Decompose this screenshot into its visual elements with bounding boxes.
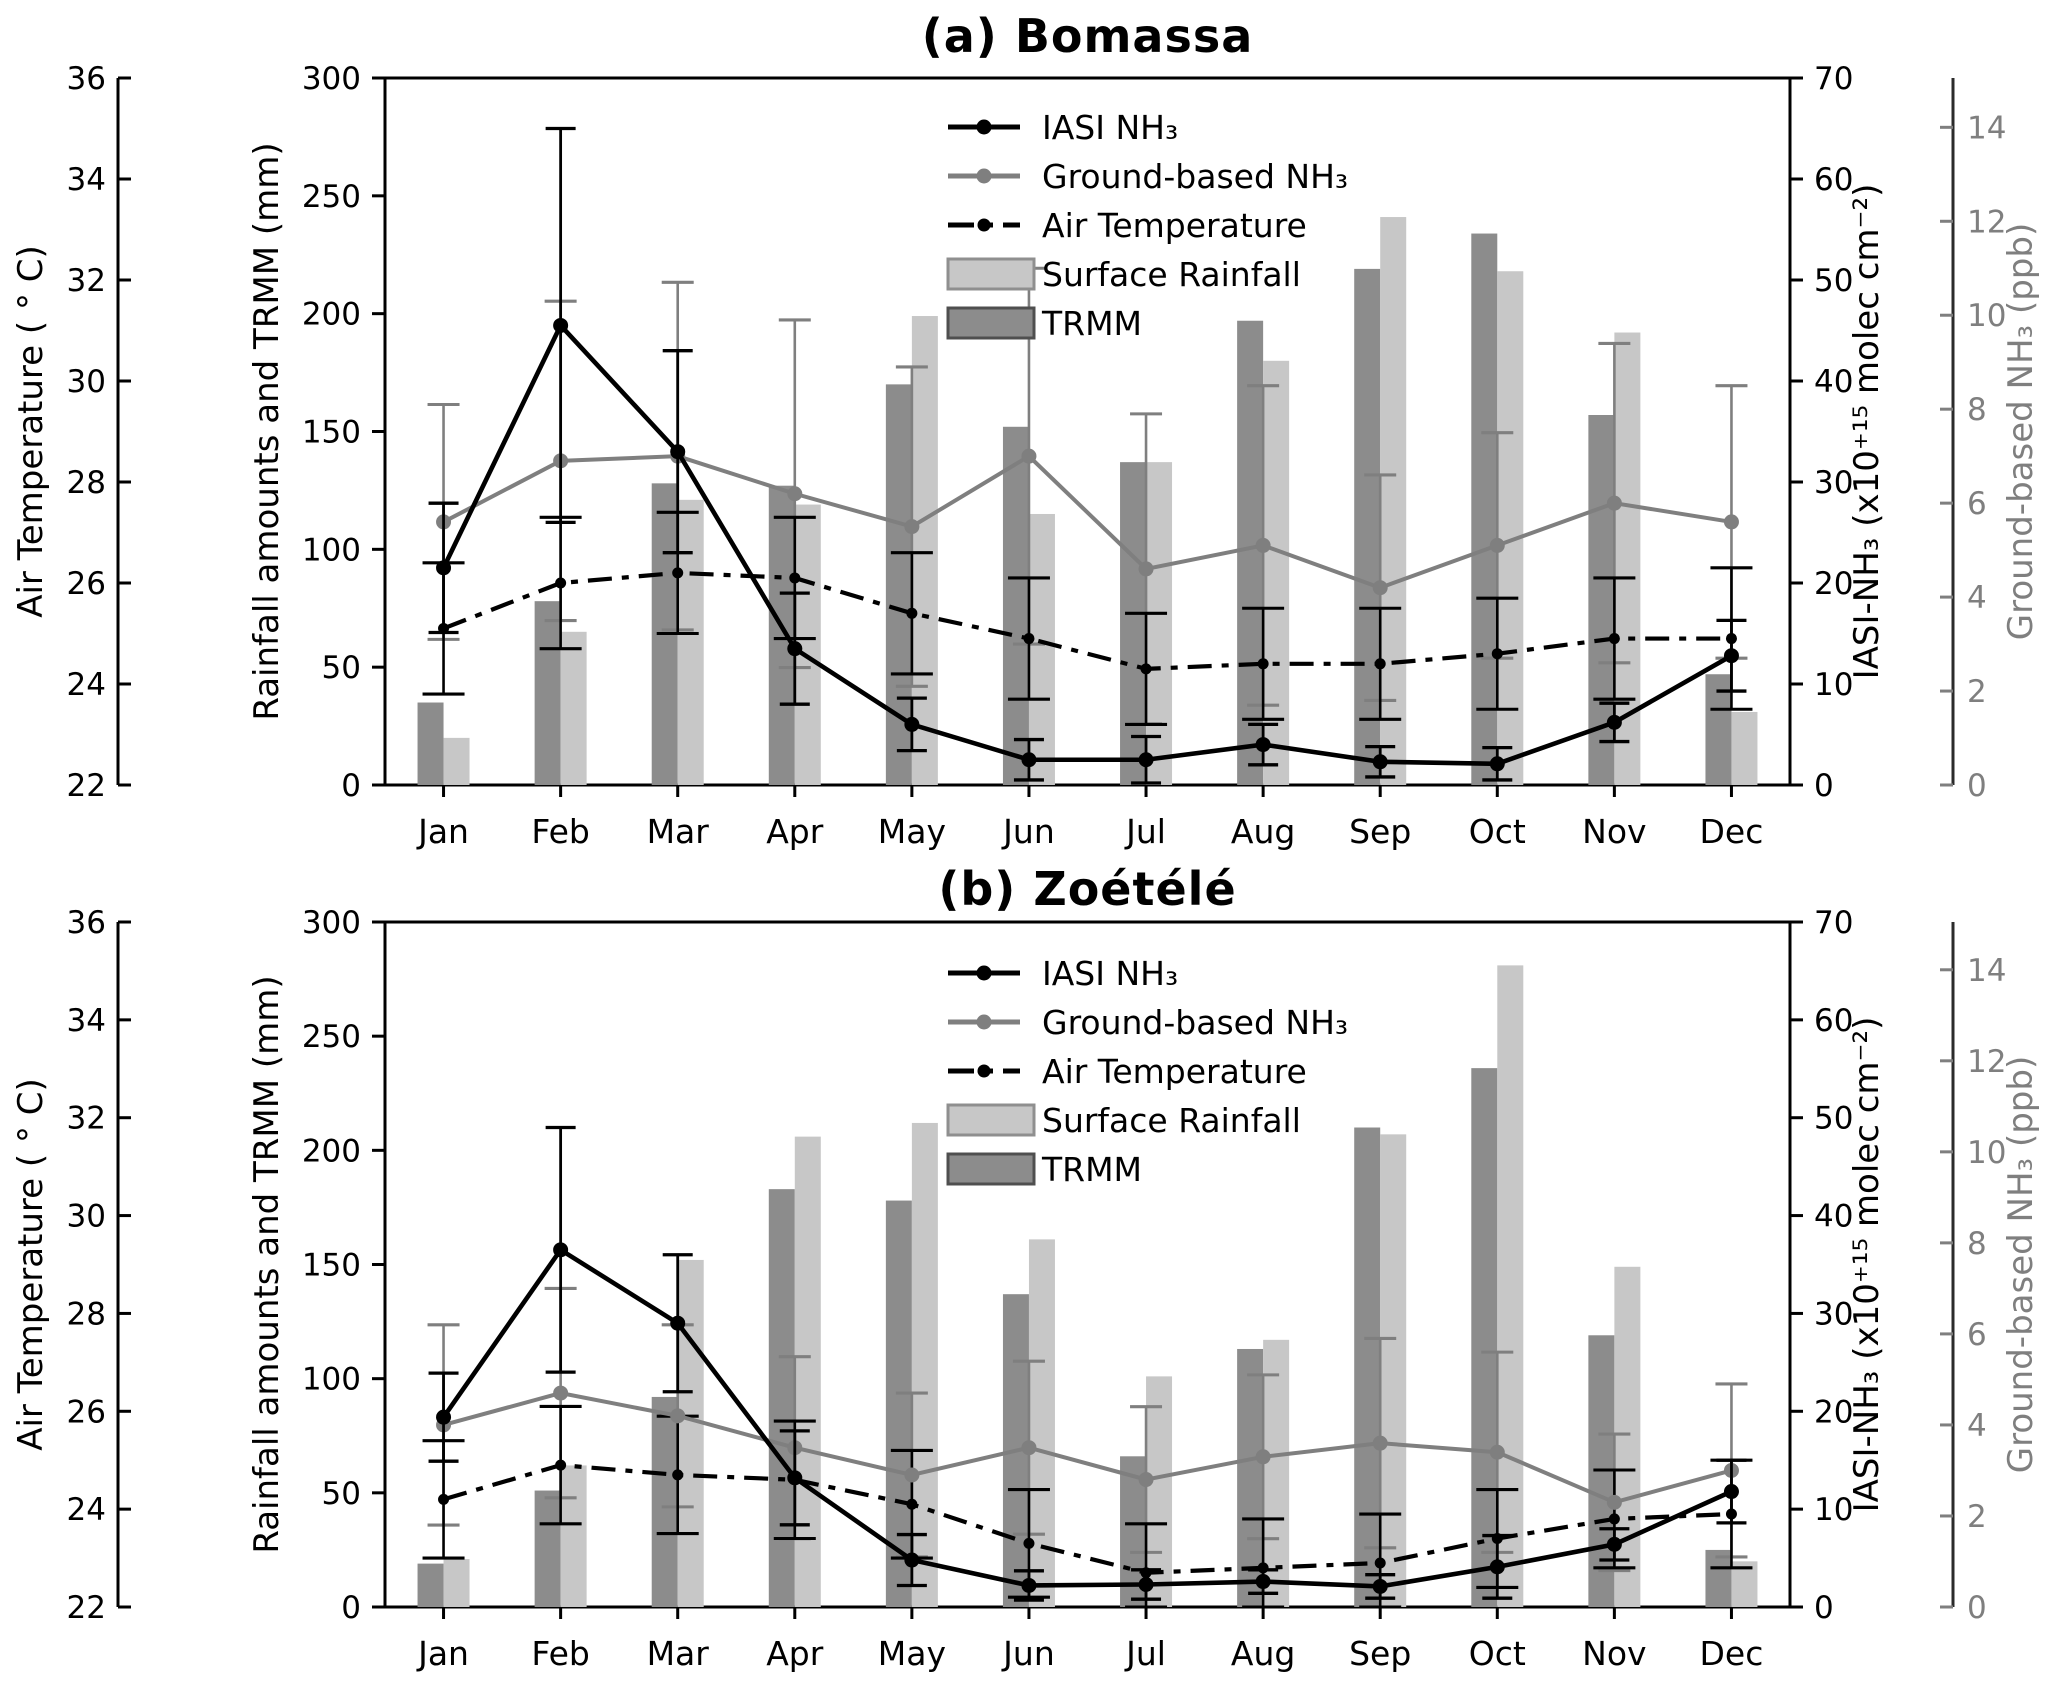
iasi-tick-label: 20 — [1814, 566, 1854, 602]
iasi-tick-label: 60 — [1814, 162, 1854, 198]
trmm-bar-Feb — [535, 1491, 561, 1607]
month-label-Nov: Nov — [1582, 1634, 1647, 1673]
iasi-nh3-marker — [1724, 648, 1739, 663]
surface-rainfall-bar-Feb — [561, 1465, 587, 1607]
legend-swatch-trmm — [948, 308, 1034, 338]
month-label-Jun: Jun — [1003, 1634, 1055, 1673]
trmm-bar-Feb — [535, 601, 561, 785]
ground-nh3-marker — [670, 1408, 685, 1423]
iasi-tick-label: 0 — [1814, 768, 1834, 804]
temp-tick-label: 30 — [66, 1198, 106, 1235]
temp-tick-label: 34 — [66, 162, 106, 198]
legend-marker-sample — [977, 120, 992, 135]
iasi-nh3-marker — [1256, 1574, 1271, 1589]
temp-tick-label: 28 — [66, 465, 106, 501]
air-temperature-marker — [1492, 648, 1503, 659]
temp-tick-label: 24 — [66, 1492, 106, 1529]
ground-nh3-marker — [1256, 538, 1271, 553]
temp-tick-label: 26 — [66, 1394, 106, 1431]
temp-tick-label: 36 — [66, 905, 106, 941]
month-label-Sep: Sep — [1349, 812, 1412, 851]
air-temperature-marker — [438, 1494, 449, 1505]
month-label-Jun: Jun — [1003, 812, 1055, 851]
surface-rainfall-bar-Jun — [1029, 514, 1055, 785]
iasi-tick-label: 40 — [1814, 364, 1854, 400]
ground-nh3-marker — [1607, 1495, 1622, 1510]
iasi-nh3-line — [444, 325, 1732, 763]
rain-tick-label: 150 — [301, 1247, 361, 1284]
legend-label: TRMM — [1042, 1150, 1143, 1189]
surface-rainfall-bar-Mar — [678, 1260, 704, 1607]
surface-rainfall-bar-Oct — [1497, 965, 1523, 1607]
temp-tick-label: 24 — [66, 667, 106, 703]
month-label-Sep: Sep — [1349, 1634, 1412, 1673]
iasi-nh3-marker — [1139, 1577, 1154, 1592]
iasi-nh3-marker — [904, 717, 919, 732]
temp-tick-label: 32 — [66, 263, 106, 299]
air-temperature-line — [444, 1465, 1732, 1573]
iasi-tick-label: 40 — [1814, 1198, 1854, 1235]
air-temperature-marker — [906, 1499, 917, 1510]
rain-tick-label: 100 — [301, 1361, 361, 1398]
iasi-nh3-marker — [787, 1470, 802, 1485]
month-label-Oct: Oct — [1468, 812, 1526, 851]
legend-swatch-trmm — [948, 1154, 1034, 1184]
iasi-nh3-marker — [436, 560, 451, 575]
air-temperature-marker — [672, 567, 683, 578]
ground-tick-label: 6 — [1967, 486, 1987, 523]
ground-tick-label: 0 — [1967, 768, 1987, 804]
rain-tick-label: 200 — [301, 296, 361, 333]
ground-nh3-marker — [1021, 449, 1036, 464]
rain-tick-label: 100 — [301, 532, 361, 569]
trmm-bar-Mar — [652, 1397, 678, 1607]
ground-tick-label: 12 — [1967, 1043, 2007, 1080]
iasi-nh3-marker — [787, 641, 802, 656]
surface-rainfall-bar-Nov — [1614, 1267, 1640, 1607]
panel-zoetele — [0, 845, 2067, 1690]
rain-tick-label: 200 — [301, 1133, 361, 1170]
trmm-bar-Sep — [1354, 269, 1380, 785]
rain-tick-label: 250 — [301, 178, 361, 215]
temp-axis-label: Air Temperature ( ° C) — [11, 245, 51, 618]
surface-rainfall-bar-May — [912, 316, 938, 785]
air-temperature-marker — [555, 578, 566, 589]
surface-rainfall-bar-Aug — [1263, 361, 1289, 785]
ground-tick-label: 10 — [1967, 1134, 2007, 1171]
iasi-tick-label: 30 — [1814, 1296, 1854, 1333]
iasi-nh3-marker — [553, 318, 568, 333]
rain-tick-label: 50 — [321, 650, 361, 687]
month-label-Aug: Aug — [1230, 812, 1296, 851]
air-temperature-marker — [906, 608, 917, 619]
temp-tick-label: 30 — [66, 364, 106, 400]
trmm-bar-Oct — [1471, 1068, 1497, 1607]
surface-rainfall-bar-Jan — [444, 1559, 470, 1607]
iasi-nh3-marker — [670, 444, 685, 459]
iasi-nh3-marker — [1490, 756, 1505, 771]
air-temperature-marker — [1375, 1557, 1386, 1568]
iasi-nh3-marker — [1373, 1579, 1388, 1594]
temp-axis-label: Air Temperature ( ° C) — [11, 1078, 51, 1451]
iasi-nh3-marker — [1256, 737, 1271, 752]
temp-tick-label: 36 — [66, 61, 106, 97]
trmm-bar-Jan — [418, 1564, 444, 1607]
trmm-bar-Jan — [418, 703, 444, 785]
surface-rainfall-bar-Feb — [561, 632, 587, 785]
trmm-bar-Apr — [769, 1189, 795, 1607]
month-label-Mar: Mar — [646, 1634, 709, 1673]
surface-rainfall-bar-Jun — [1029, 1239, 1055, 1607]
month-label-Jul: Jul — [1126, 812, 1166, 851]
ground-tick-label: 2 — [1967, 674, 1987, 711]
trmm-bar-Oct — [1471, 234, 1497, 785]
air-temperature-marker — [1609, 633, 1620, 644]
legend-label: Air Temperature — [1042, 1052, 1307, 1091]
legend-label: Air Temperature — [1042, 206, 1307, 245]
surface-rainfall-bar-Mar — [678, 500, 704, 785]
ground-tick-label: 2 — [1967, 1498, 1987, 1535]
ground-axis-label: Ground-based NH₃ (ppb) — [2001, 222, 2041, 641]
ground-tick-label: 14 — [1967, 952, 2007, 989]
chart-panel-b — [0, 845, 2067, 1690]
iasi-axis-label: IASI-NH₃ (x10⁺¹⁵ molec cm⁻²) — [1847, 183, 1887, 680]
ground-nh3-marker — [904, 1468, 919, 1483]
ground-nh3-marker — [1490, 1445, 1505, 1460]
ground-nh3-marker — [787, 486, 802, 501]
month-label-Oct: Oct — [1468, 1634, 1526, 1673]
iasi-nh3-marker — [1607, 1537, 1622, 1552]
iasi-axis-label: IASI-NH₃ (x10⁺¹⁵ molec cm⁻²) — [1847, 1016, 1887, 1513]
rain-tick-label: 0 — [341, 1590, 361, 1626]
iasi-nh3-marker — [1607, 715, 1622, 730]
legend-marker-sample — [978, 1065, 991, 1078]
ground-nh3-marker — [1021, 1440, 1036, 1455]
legend-marker-sample — [977, 1015, 992, 1030]
ground-nh3-marker — [1139, 561, 1154, 576]
month-label-Feb: Feb — [531, 1634, 590, 1673]
iasi-nh3-marker — [904, 1553, 919, 1568]
ground-nh3-line — [444, 456, 1732, 588]
trmm-bar-Aug — [1237, 321, 1263, 785]
rain-axis-label: Rainfall amounts and TRMM (mm) — [247, 975, 287, 1554]
ground-nh3-marker — [1256, 1449, 1271, 1464]
air-temperature-marker — [672, 1469, 683, 1480]
ground-tick-label: 8 — [1967, 392, 1987, 429]
air-temperature-marker — [1141, 663, 1152, 674]
ground-nh3-marker — [553, 1386, 568, 1401]
air-temperature-marker — [1023, 633, 1034, 644]
rain-tick-label: 50 — [321, 1475, 361, 1512]
month-label-Feb: Feb — [531, 812, 590, 851]
trmm-bar-Jun — [1003, 427, 1029, 785]
temp-tick-label: 34 — [66, 1002, 106, 1039]
iasi-nh3-marker — [1139, 752, 1154, 767]
month-label-Apr: Apr — [766, 812, 824, 851]
iasi-nh3-marker — [1021, 1578, 1036, 1593]
month-label-Jan: Jan — [418, 1634, 469, 1673]
surface-rainfall-bar-Sep — [1380, 1134, 1406, 1607]
surface-rainfall-bar-Apr — [795, 1137, 821, 1607]
rain-axis-label: Rainfall amounts and TRMM (mm) — [247, 142, 287, 721]
legend-swatch-surface-rainfall — [948, 1105, 1034, 1135]
ground-nh3-line — [444, 1393, 1732, 1502]
legend-label: Ground-based NH₃ — [1042, 1003, 1349, 1042]
legend-label: TRMM — [1042, 304, 1143, 343]
surface-rainfall-bar-Jan — [444, 738, 470, 785]
ground-tick-label: 12 — [1967, 204, 2007, 241]
month-label-May: May — [877, 812, 946, 851]
ground-tick-label: 0 — [1967, 1590, 1987, 1626]
iasi-tick-label: 30 — [1814, 465, 1854, 501]
ground-nh3-marker — [1139, 1472, 1154, 1487]
iasi-tick-label: 10 — [1814, 1492, 1854, 1529]
temp-tick-label: 22 — [66, 768, 106, 804]
iasi-nh3-marker — [436, 1410, 451, 1425]
air-temperature-marker — [1258, 658, 1269, 669]
air-temperature-marker — [789, 572, 800, 583]
iasi-tick-label: 20 — [1814, 1394, 1854, 1431]
legend-label: IASI NH₃ — [1042, 954, 1179, 993]
air-temperature-marker — [1609, 1513, 1620, 1524]
temp-tick-label: 22 — [66, 1590, 106, 1626]
ground-nh3-marker — [1724, 514, 1739, 529]
panel-a-title: (a) Bomassa — [921, 9, 1254, 63]
rain-tick-label: 250 — [301, 1019, 361, 1056]
legend-label: IASI NH₃ — [1042, 108, 1179, 147]
ground-nh3-marker — [1373, 1436, 1388, 1451]
ground-tick-label: 4 — [1967, 580, 1987, 617]
rain-tick-label: 0 — [341, 768, 361, 804]
ground-tick-label: 4 — [1967, 1407, 1987, 1444]
surface-rainfall-bar-Dec — [1731, 712, 1757, 785]
iasi-nh3-marker — [1490, 1559, 1505, 1574]
iasi-tick-label: 10 — [1814, 667, 1854, 703]
ground-nh3-marker — [1490, 538, 1505, 553]
iasi-tick-label: 60 — [1814, 1002, 1854, 1039]
iasi-tick-label: 50 — [1814, 1100, 1854, 1137]
trmm-bar-Sep — [1354, 1128, 1380, 1608]
temp-tick-label: 32 — [66, 1100, 106, 1137]
iasi-nh3-line — [444, 1250, 1732, 1587]
month-label-Nov: Nov — [1582, 812, 1647, 851]
iasi-nh3-marker — [670, 1316, 685, 1331]
ground-tick-label: 8 — [1967, 1225, 1987, 1262]
ground-nh3-marker — [904, 519, 919, 534]
air-temperature-marker — [1375, 658, 1386, 669]
legend-marker-sample — [977, 169, 992, 184]
legend-label: Ground-based NH₃ — [1042, 157, 1349, 196]
legend-label: Surface Rainfall — [1042, 255, 1301, 294]
air-temperature-line — [444, 573, 1732, 669]
iasi-nh3-marker — [553, 1242, 568, 1257]
month-label-Apr: Apr — [766, 1634, 824, 1673]
month-label-Dec: Dec — [1699, 1634, 1764, 1673]
air-temperature-marker — [1023, 1538, 1034, 1549]
trmm-bar-Apr — [769, 486, 795, 785]
iasi-tick-label: 70 — [1814, 905, 1854, 941]
iasi-tick-label: 0 — [1814, 1590, 1834, 1626]
iasi-nh3-marker — [1021, 752, 1036, 767]
month-label-Dec: Dec — [1699, 812, 1764, 851]
iasi-tick-label: 70 — [1814, 61, 1854, 97]
ground-tick-label: 14 — [1967, 110, 2007, 147]
ground-tick-label: 10 — [1967, 298, 2007, 335]
legend-label: Surface Rainfall — [1042, 1101, 1301, 1140]
rain-tick-label: 300 — [301, 905, 361, 941]
month-label-Jul: Jul — [1126, 1634, 1166, 1673]
temp-tick-label: 26 — [66, 566, 106, 602]
ground-nh3-marker — [1373, 580, 1388, 595]
ground-axis-label: Ground-based NH₃ (ppb) — [2001, 1055, 2041, 1474]
panel-b-title: (b) Zoétélé — [938, 862, 1237, 916]
month-label-May: May — [877, 1634, 946, 1673]
ground-tick-label: 6 — [1967, 1316, 1987, 1353]
legend-marker-sample — [978, 219, 991, 232]
legend-marker-sample — [977, 966, 992, 981]
legend-swatch-surface-rainfall — [948, 259, 1034, 289]
iasi-nh3-marker — [1373, 754, 1388, 769]
month-label-Aug: Aug — [1230, 1634, 1296, 1673]
rain-tick-label: 150 — [301, 414, 361, 451]
ground-nh3-marker — [1607, 496, 1622, 511]
rain-tick-label: 300 — [301, 61, 361, 97]
temp-tick-label: 28 — [66, 1296, 106, 1333]
air-temperature-marker — [555, 1460, 566, 1471]
month-label-Jan: Jan — [418, 812, 469, 851]
iasi-nh3-marker — [1724, 1484, 1739, 1499]
iasi-tick-label: 50 — [1814, 263, 1854, 299]
month-label-Mar: Mar — [646, 812, 709, 851]
